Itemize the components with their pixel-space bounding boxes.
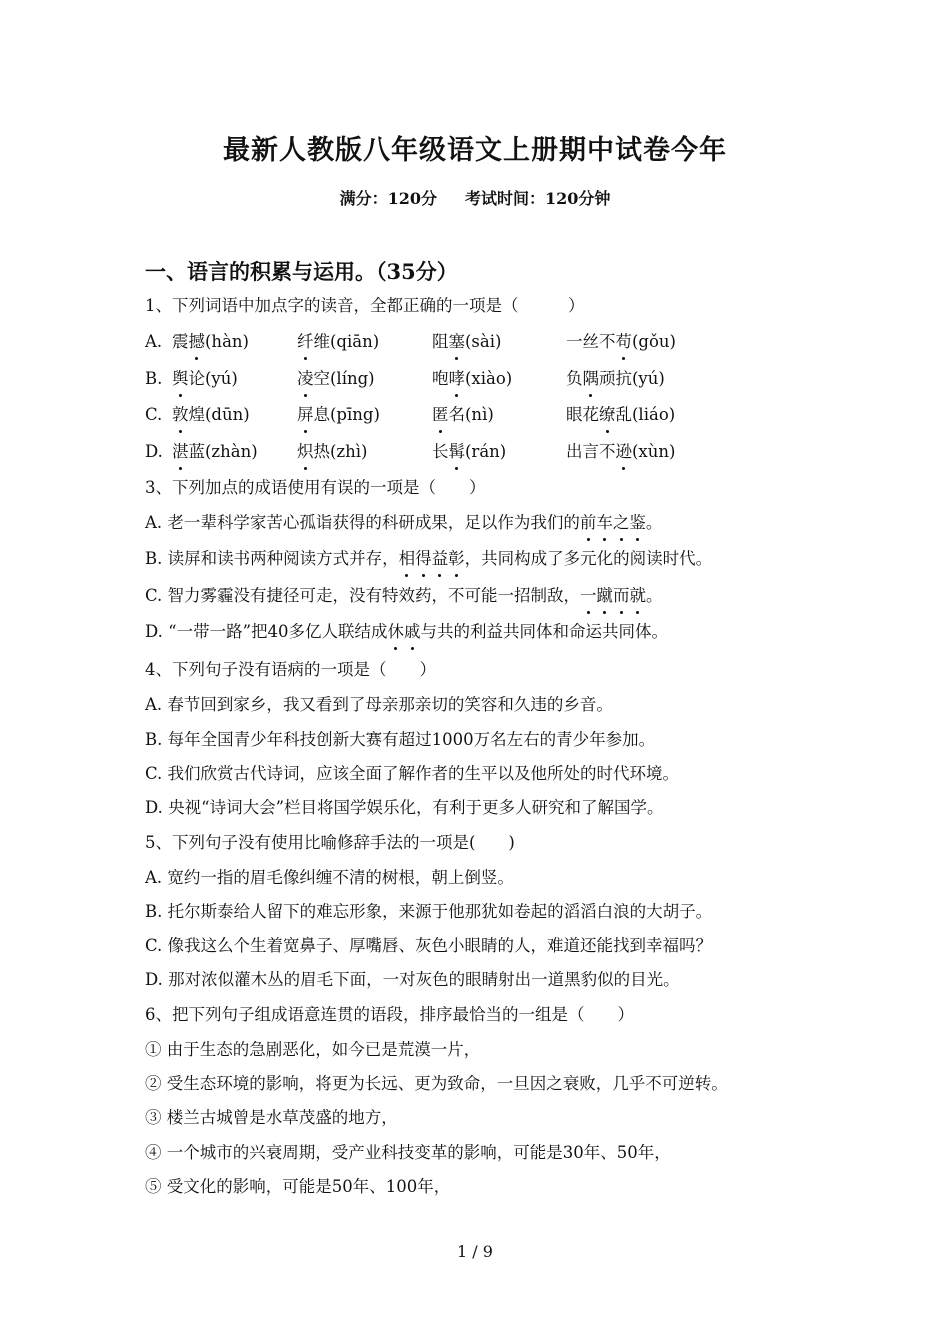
term-text: 空(líng)	[313, 369, 375, 388]
q1-option-label: C.	[145, 405, 163, 424]
q6-sentence-4: ④ 一个城市的兴衰周期，受产业科技变革的影响，可能是30年、50年，	[145, 1143, 671, 1162]
q1-option-term	[172, 440, 258, 464]
q6-stem: 6、把下列句子组成语意连贯的语段，排序最恰当的一组是（ ）	[145, 1005, 634, 1024]
emphasis-char: 湛	[172, 440, 189, 464]
emphasis-idiom	[399, 549, 465, 568]
term-text: 顽抗(yú)	[599, 369, 665, 388]
emphasis-idiom	[388, 622, 421, 641]
q3-option	[145, 620, 668, 644]
term-text: 一丝不	[566, 332, 616, 351]
term-text: 热(zhì)	[313, 442, 368, 461]
q6-sentence-3: ③ 楼兰古城曾是水草茂盛的地方，	[145, 1108, 398, 1127]
option-text: D. “一带一路”把40多亿人联结成	[145, 622, 388, 641]
term-text: 眼花	[566, 405, 599, 424]
q6-sentence-1: ① 由于生态的急剧恶化，如今已是荒漠一片，	[145, 1040, 481, 1059]
term-text: (xùn)	[632, 442, 676, 461]
emphasis-char: 相	[399, 547, 416, 571]
q4-stem: 4、下列句子没有语病的一项是（ ）	[145, 660, 436, 679]
term-text: 名(nì)	[448, 405, 494, 424]
emphasis-char: 逊	[616, 440, 633, 464]
term-text: 乱(liáo)	[615, 405, 676, 424]
q1-option-label: A.	[145, 332, 163, 351]
term-text: (xiào)	[465, 369, 513, 388]
term-text: 负	[566, 369, 583, 388]
option-text: C. 智力雾霾没有捷径可走，没有特效药，不可能一招制敌，	[145, 586, 581, 605]
q5-option-a: A. 宽约一指的眉毛像纠缠不清的树根，朝上倒竖。	[145, 868, 514, 887]
q3-option	[145, 511, 662, 535]
q4-option-b: B. 每年全国青少年科技创新大赛有超过1000万名左右的青少年参加。	[145, 730, 656, 749]
term-text: 出言不	[566, 442, 616, 461]
q1-option-term	[297, 440, 367, 464]
q6-sentence-2: ② 受生态环境的影响，将更为长远、更为致命，一旦因之衰败，几乎不可逆转。	[145, 1074, 728, 1093]
emphasis-idiom	[580, 586, 646, 605]
q1-option-term	[172, 330, 249, 354]
q3-option	[145, 584, 663, 608]
option-text: B. 读屏和读书两种阅读方式并存，	[145, 549, 399, 568]
option-text: A. 老一辈科学家苦心孤诣获得的科研成果，足以作为我们的	[145, 513, 580, 532]
q3-stem: 3、下列加点的成语使用有误的一项是（ ）	[145, 478, 486, 497]
option-text: 与共的利益共同体和命运共同体。	[420, 622, 668, 641]
q1-option-label: B.	[145, 369, 163, 388]
q1-option-term	[566, 367, 665, 391]
emphasis-char: 鉴	[629, 511, 646, 535]
full-score: 满分：120分	[339, 189, 437, 208]
emphasis-char: 纤	[297, 330, 314, 354]
emphasis-idiom	[580, 513, 646, 532]
emphasis-char: 敦	[172, 403, 189, 427]
term-text: 阻	[432, 332, 449, 351]
q1-option-term	[566, 330, 676, 354]
emphasis-char: 屏	[297, 403, 314, 427]
term-text: 长	[432, 442, 449, 461]
q1-option-term	[566, 440, 675, 464]
emphasis-char: 益	[432, 547, 449, 571]
term-text: (sài)	[465, 332, 502, 351]
term-text: 息(pīng)	[313, 405, 380, 424]
emphasis-char: 苟	[616, 330, 633, 354]
term-text: 蓝(zhàn)	[188, 442, 258, 461]
emphasis-char: 彰	[448, 547, 465, 571]
term-text: (hàn)	[205, 332, 249, 351]
q1-option-term	[297, 403, 380, 427]
emphasis-char: 得	[415, 547, 432, 571]
emphasis-char: 缭	[599, 403, 616, 427]
q1-option-term	[297, 330, 379, 354]
emphasis-char: 蹴	[597, 584, 614, 608]
term-text: 震	[172, 332, 189, 351]
q1-option-term	[432, 367, 512, 391]
term-text: (rán)	[465, 442, 507, 461]
emphasis-char: 塞	[449, 330, 466, 354]
emphasis-char: 车	[596, 511, 613, 535]
term-text: 论(yú)	[188, 369, 238, 388]
q4-option-d: D. 央视“诗词大会”栏目将国学娱乐化，有利于更多人研究和了解国学。	[145, 798, 664, 817]
q5-option-b: B. 托尔斯泰给人留下的难忘形象，来源于他那犹如卷起的滔滔白浪的大胡子。	[145, 902, 713, 921]
emphasis-char: 戚	[404, 620, 421, 644]
page-number: 1 / 9	[457, 1242, 493, 1261]
section-heading: 一、语言的积累与运用。（35分）	[145, 259, 458, 284]
q1-option-term	[432, 403, 494, 427]
q3-option	[145, 547, 712, 571]
emphasis-char: 前	[580, 511, 597, 535]
q5-option-d: D. 那对浓似灌木丛的眉毛下面，一对灰色的眼睛射出一道黑豹似的目光。	[145, 970, 680, 989]
q1-option-term	[172, 367, 238, 391]
term-text: (gǒu)	[632, 332, 676, 351]
term-text: 煌(dūn)	[188, 405, 250, 424]
emphasis-char: 凌	[297, 367, 314, 391]
option-text: ，共同构成了多元化的阅读时代。	[464, 549, 713, 568]
term-text: 咆	[432, 369, 449, 388]
emphasis-char: 撼	[189, 330, 206, 354]
q1-option-term	[432, 440, 506, 464]
emphasis-char: 一	[580, 584, 597, 608]
emphasis-char: 而	[613, 584, 630, 608]
q1-option-term	[297, 367, 375, 391]
q4-option-c: C. 我们欣赏古代诗词，应该全面了解作者的生平以及他所处的时代环境。	[145, 764, 680, 783]
q1-option-term	[172, 403, 250, 427]
q5-stem: 5、下列句子没有使用比喻修辞手法的一项是( )	[145, 833, 515, 852]
emphasis-char: 炽	[297, 440, 314, 464]
q1-stem: 1、下列词语中加点字的读音，全都正确的一项是（ ）	[145, 296, 585, 315]
emphasis-char: 休	[388, 620, 405, 644]
exam-meta	[0, 186, 950, 209]
q1-option-label: D.	[145, 442, 163, 461]
exam-time: 考试时间：120分钟	[465, 189, 611, 208]
term-text: 维(qiān)	[313, 332, 380, 351]
option-text: 。	[646, 586, 663, 605]
emphasis-char: 髯	[449, 440, 466, 464]
emphasis-char: 哮	[449, 367, 466, 391]
emphasis-char: 舆	[172, 367, 189, 391]
emphasis-char: 之	[613, 511, 630, 535]
q4-option-a: A. 春节回到家乡，我又看到了母亲那亲切的笑容和久违的乡音。	[145, 695, 613, 714]
emphasis-char: 匿	[432, 403, 449, 427]
q1-option-term	[566, 403, 675, 427]
q6-sentence-5: ⑤ 受文化的影响，可能是50年、100年，	[145, 1177, 451, 1196]
q1-option-term	[432, 330, 501, 354]
emphasis-char: 隅	[583, 367, 600, 391]
q5-option-c: C. 像我这么个生着宽鼻子、厚嘴唇、灰色小眼睛的人，难道还能找到幸福吗？	[145, 936, 713, 955]
exam-title: 最新人教版八年级语文上册期中试卷今年	[223, 135, 727, 166]
emphasis-char: 就	[630, 584, 647, 608]
option-text: 。	[645, 513, 663, 532]
